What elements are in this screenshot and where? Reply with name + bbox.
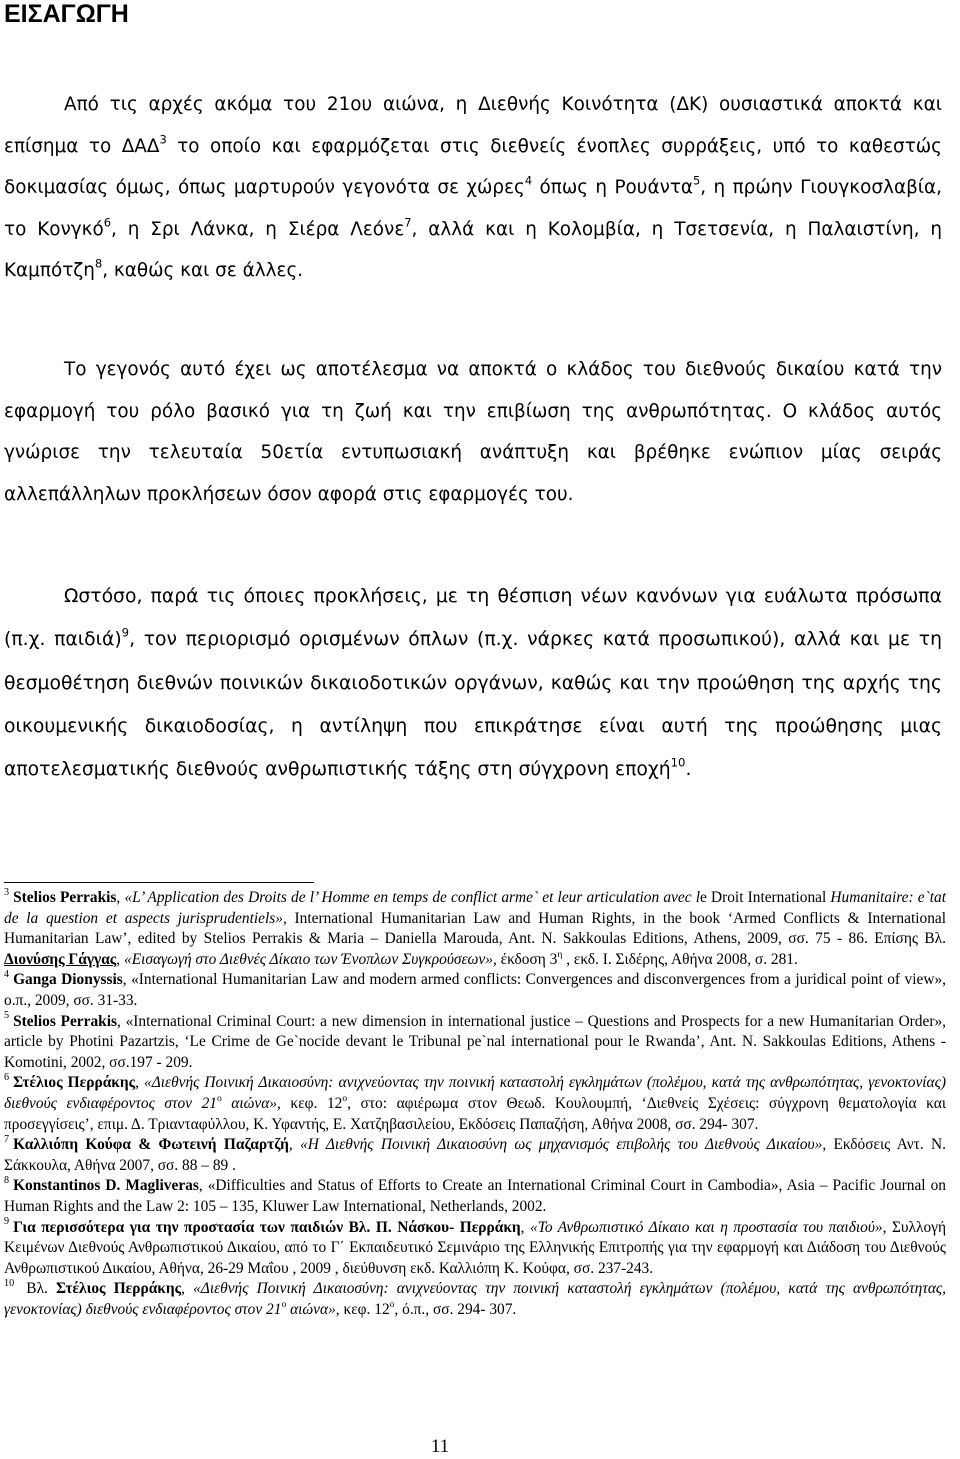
text-run: , Συλλογή Κειμένων Διεθνούς Ανθρωπιστικού Δικαίου, από το Γ΄ Εκπαιδευτικό Σεμινάριο της Ελληνικής Επιτροπής για την εφαρμογή και Διάδοση του Διεθνούς Ανθρωπιστικού Δικαίου, Αθήνα, 26-29 Μαΐου , 2009 , διεύθυνση εκδ. Καλλιόπη Κ. Κούφα, σσ. 237-243. [4, 1218, 946, 1277]
footnote-6 [4, 1073, 946, 1135]
text-run: , «Difficulties and Status of Efforts to Create an International Criminal Court in Cambodia», Asia – Pacific Journal on Human Rights and the Law 2: 105 – 135, Kluwer Law International, Netherlands, 2002. [4, 1177, 946, 1215]
text-run: «Το Ανθρωπιστικό Δίκαιο και η προστασία του παιδιού» [530, 1218, 883, 1236]
page-number: 11 [430, 1436, 450, 1457]
footnote-3 [4, 888, 946, 970]
text-run: «Η Διεθνής Ποινική Δικαιοσύνη ως μηχανισμός επιβολής του Διεθνούς Δικαίου» [300, 1136, 823, 1154]
text-run: Ωστόσο, παρά τις όποιες προκλήσεις, με τη θέσπιση νέων κανόνων για ευάλωτα πρόσωπα (π.χ. παιδιά) [4, 586, 942, 651]
text-run: , εκδ. Ι. Σιδέρης, Αθήνα 2008, σ. 281. [562, 950, 798, 968]
footnote-number: 5 [4, 1010, 10, 1022]
text-run: , «International Humanitarian Law and modern armed conflicts: Convergences and disconvergences from a juridical point of view», ο.π., 2009, σσ. 31-33. [4, 971, 946, 1009]
footnote-5 [4, 1012, 946, 1074]
text-run: αιώνα» [221, 1094, 278, 1112]
text-run: . [685, 759, 692, 781]
footnote-separator [4, 882, 314, 883]
paragraph-text: Το γεγονός αυτό έχει ως αποτέλεσμα να αποκτά ο κλάδος του διεθνούς δικαίου κατά την εφαρμογή του ρόλο βασικό για τη ζωή και την επιβίωση της ανθρωπότητας. Ο κλάδος αυτός γνώρισε την τελευταία 50ετία εντυπωσιακή ανάπτυξη και βρέθηκε ενώπιον μίας σειράς αλλεπάλληλων προκλήσεων όσον αφορά στις εφαρμογές του. [4, 359, 942, 505]
superscript: ο [281, 1298, 287, 1310]
footnote-author: Στέλιος Περράκης [13, 1074, 136, 1092]
footnote-4 [4, 970, 946, 1011]
footnote-ref[interactable]: 5 [693, 173, 701, 188]
footnote-7 [4, 1135, 946, 1176]
footnote-author: Στέλιος Περράκης [56, 1280, 182, 1298]
footnote-number: 7 [4, 1134, 10, 1146]
footnote-author: Stelios Perrakis [13, 889, 117, 906]
page-title: ΕΙΣΑΓΩΓΗ [4, 0, 129, 28]
footnote-ref[interactable]: 10 [670, 755, 686, 770]
footnote-author: Καλλιόπη Κούφα & Φωτεινή Παζαρτζή [13, 1136, 289, 1154]
footnote-number: 10 [4, 1278, 15, 1290]
text-run: e Droit International [699, 889, 831, 906]
text-run: , [135, 1074, 144, 1092]
text-run: Βλ. [18, 1280, 57, 1298]
text-run: «Διεθνής Ποινική Δικαιοσύνη: ανιχνεύοντας την ποινική καταστολή εγκλημάτων (πολέμου, κατά της ανθρωπότητας, γενοκτονίας) διεθνούς ενδιαφέροντος στον 21 [4, 1280, 946, 1318]
text-run: , κεφ. 12 [335, 1300, 390, 1318]
footnote-ref[interactable]: 3 [159, 131, 167, 146]
footnote-author: Konstantinos D. Magliveras [13, 1177, 199, 1195]
footnote-number: 9 [4, 1216, 10, 1228]
footnote-number: 3 [4, 886, 10, 898]
text-run: «Διεθνής Ποινική Δικαιοσύνη: ανιχνεύοντας την ποινική καταστολή εγκλημάτων (πολέμου, κατά της ανθρωπότητας, γενοκτονίας) διεθνούς ενδιαφέροντος στον 21 [4, 1074, 946, 1112]
text-run: , αλλά και η Κολομβία, η Τσετσενία, η Παλαιστίνη, η Καμπότζη [4, 218, 942, 281]
footnote-ref[interactable]: 8 [94, 256, 103, 271]
text-run: , έκδοση 3 [492, 950, 558, 968]
text-run: , η Σρι Λάνκα, η Σιέρα Λεόνε [111, 218, 405, 240]
text-run: , [116, 889, 125, 906]
text-run: το οποίο και εφαρμόζεται στις διεθνείς ένοπλες συρράξεις, υπό το καθεστώς δοκιμασίας όμως, όπως μαρτυρούν γεγονότα σε χώρες [4, 135, 942, 198]
intro-paragraph-2 [4, 349, 942, 515]
text-run: , η πρώην Γιουγκοσλαβία, το Κονγκό [4, 177, 942, 240]
footnote-author: Για περισσότερα για την προστασία των παιδιών Βλ. Π. Νάσκου- Περράκη [13, 1218, 521, 1236]
text-run: , κεφ. 12 [277, 1094, 343, 1112]
superscript: ο [389, 1298, 395, 1310]
superscript: ο [216, 1092, 222, 1104]
footnote-8 [4, 1176, 946, 1217]
text-run: , Εκδόσεις Αντ. Ν. Σάκκουλα, Αθήνα 2007, σσ. 88 – 89 . [4, 1136, 946, 1174]
text-run: «Εισαγωγή στο Διεθνές Δίκαιο των Ένοπλων Συγκρούσεων» [124, 950, 493, 968]
footnote-author: Ganga Dionyssis [13, 971, 123, 989]
text-run: , ό.π., σσ. 294- 307. [394, 1300, 517, 1318]
footnote-10 [4, 1279, 946, 1320]
footnote-author: Διονύσης Γάγγας [4, 950, 117, 968]
footnotes [4, 888, 946, 1320]
footnote-number: 6 [4, 1072, 10, 1084]
text-run: , [116, 950, 124, 968]
footnote-9 [4, 1218, 946, 1280]
intro-paragraph-1 [4, 84, 942, 292]
text-run: , [520, 1218, 530, 1236]
superscript: η [557, 948, 563, 960]
text-run: Από τις αρχές ακόμα του 21ου αιώνα, η Διεθνής Κοινότητα (ΔΚ) ουσιαστικά αποκτά και επίσημα το ΔΑΔ [4, 94, 942, 157]
footnote-number: 4 [4, 969, 10, 981]
text-run: Humanitaire: e`tat de la question et aspects jurisprudentiels» [4, 889, 947, 927]
footnote-ref[interactable]: 9 [121, 625, 130, 640]
text-run: , τον περιορισμό ορισμένων όπλων (π.χ. νάρκες κατά προσωπικού), αλλά και με τη θεσμοθέτηση διεθνών ποινικών δικαιοδοτικών οργάνων, καθώς και την προώθηση της αρχής της οικουμενικής δικαιοδοσίας, η αντίληψη που επικράτησε είναι αυτή της προώθησης μιας αποτελεσματικής διεθνούς ανθρωπιστικής τάξης στη σύγχρονη εποχή [4, 629, 942, 781]
text-run: , International Humanitarian Law and Human Rights, in the book ‘Armed Conflicts & International Humanitarian Law’, edited by Stelios Perrakis & Maria – Daniella Marouda, Ant. N. Sakkoulas Editions, Athens, 2009, σσ. 75 - 86. Επίσης Βλ. [4, 909, 946, 948]
text-run: , καθώς και σε άλλες. [102, 260, 304, 281]
intro-paragraph-3 [4, 575, 942, 791]
footnote-ref[interactable]: 7 [404, 214, 412, 229]
text-run: «L’ Application des Droits de l’ Homme en temps de conflict arme` et leur articulation avec l [124, 889, 700, 906]
text-run: , [181, 1280, 194, 1298]
text-run: , στο: αφιέρωμα στον Θεωδ. Κουλουμπή, ‘Διεθνείς Σχέσεις: σύγχρονη θεματολογία και προσεγγίσεις’, επιμ. Δ. Τριανταφύλλου, Κ. Υφαντής, Ε. Χατζηβασιλείου, Εκδόσεις Παπαζήση, Αθήνα 2008, σσ. 294- 307. [4, 1094, 947, 1133]
text-run: , [288, 1136, 301, 1154]
footnote-author: Stelios Perrakis [13, 1012, 117, 1030]
footnote-ref[interactable]: 4 [524, 173, 533, 188]
footnote-ref[interactable]: 6 [103, 214, 112, 229]
text-run: αιώνα» [286, 1300, 336, 1318]
text-run: , «International Criminal Court: a new dimension in international justice – Questions and Prospects for a new Humanitarian Order», article by Photini Pazartzis, ‘Le Crime de Ge`nocide devant le Tribunal pe`nal international pour le Rwanda’, Ant. N. Sakkoulas Editions, Athens - Komotini, 2002, σσ.197 - 209. [4, 1012, 947, 1071]
superscript: ο [342, 1092, 348, 1104]
footnote-number: 8 [4, 1175, 10, 1187]
text-run: όπως η Ρουάντα [532, 177, 694, 198]
